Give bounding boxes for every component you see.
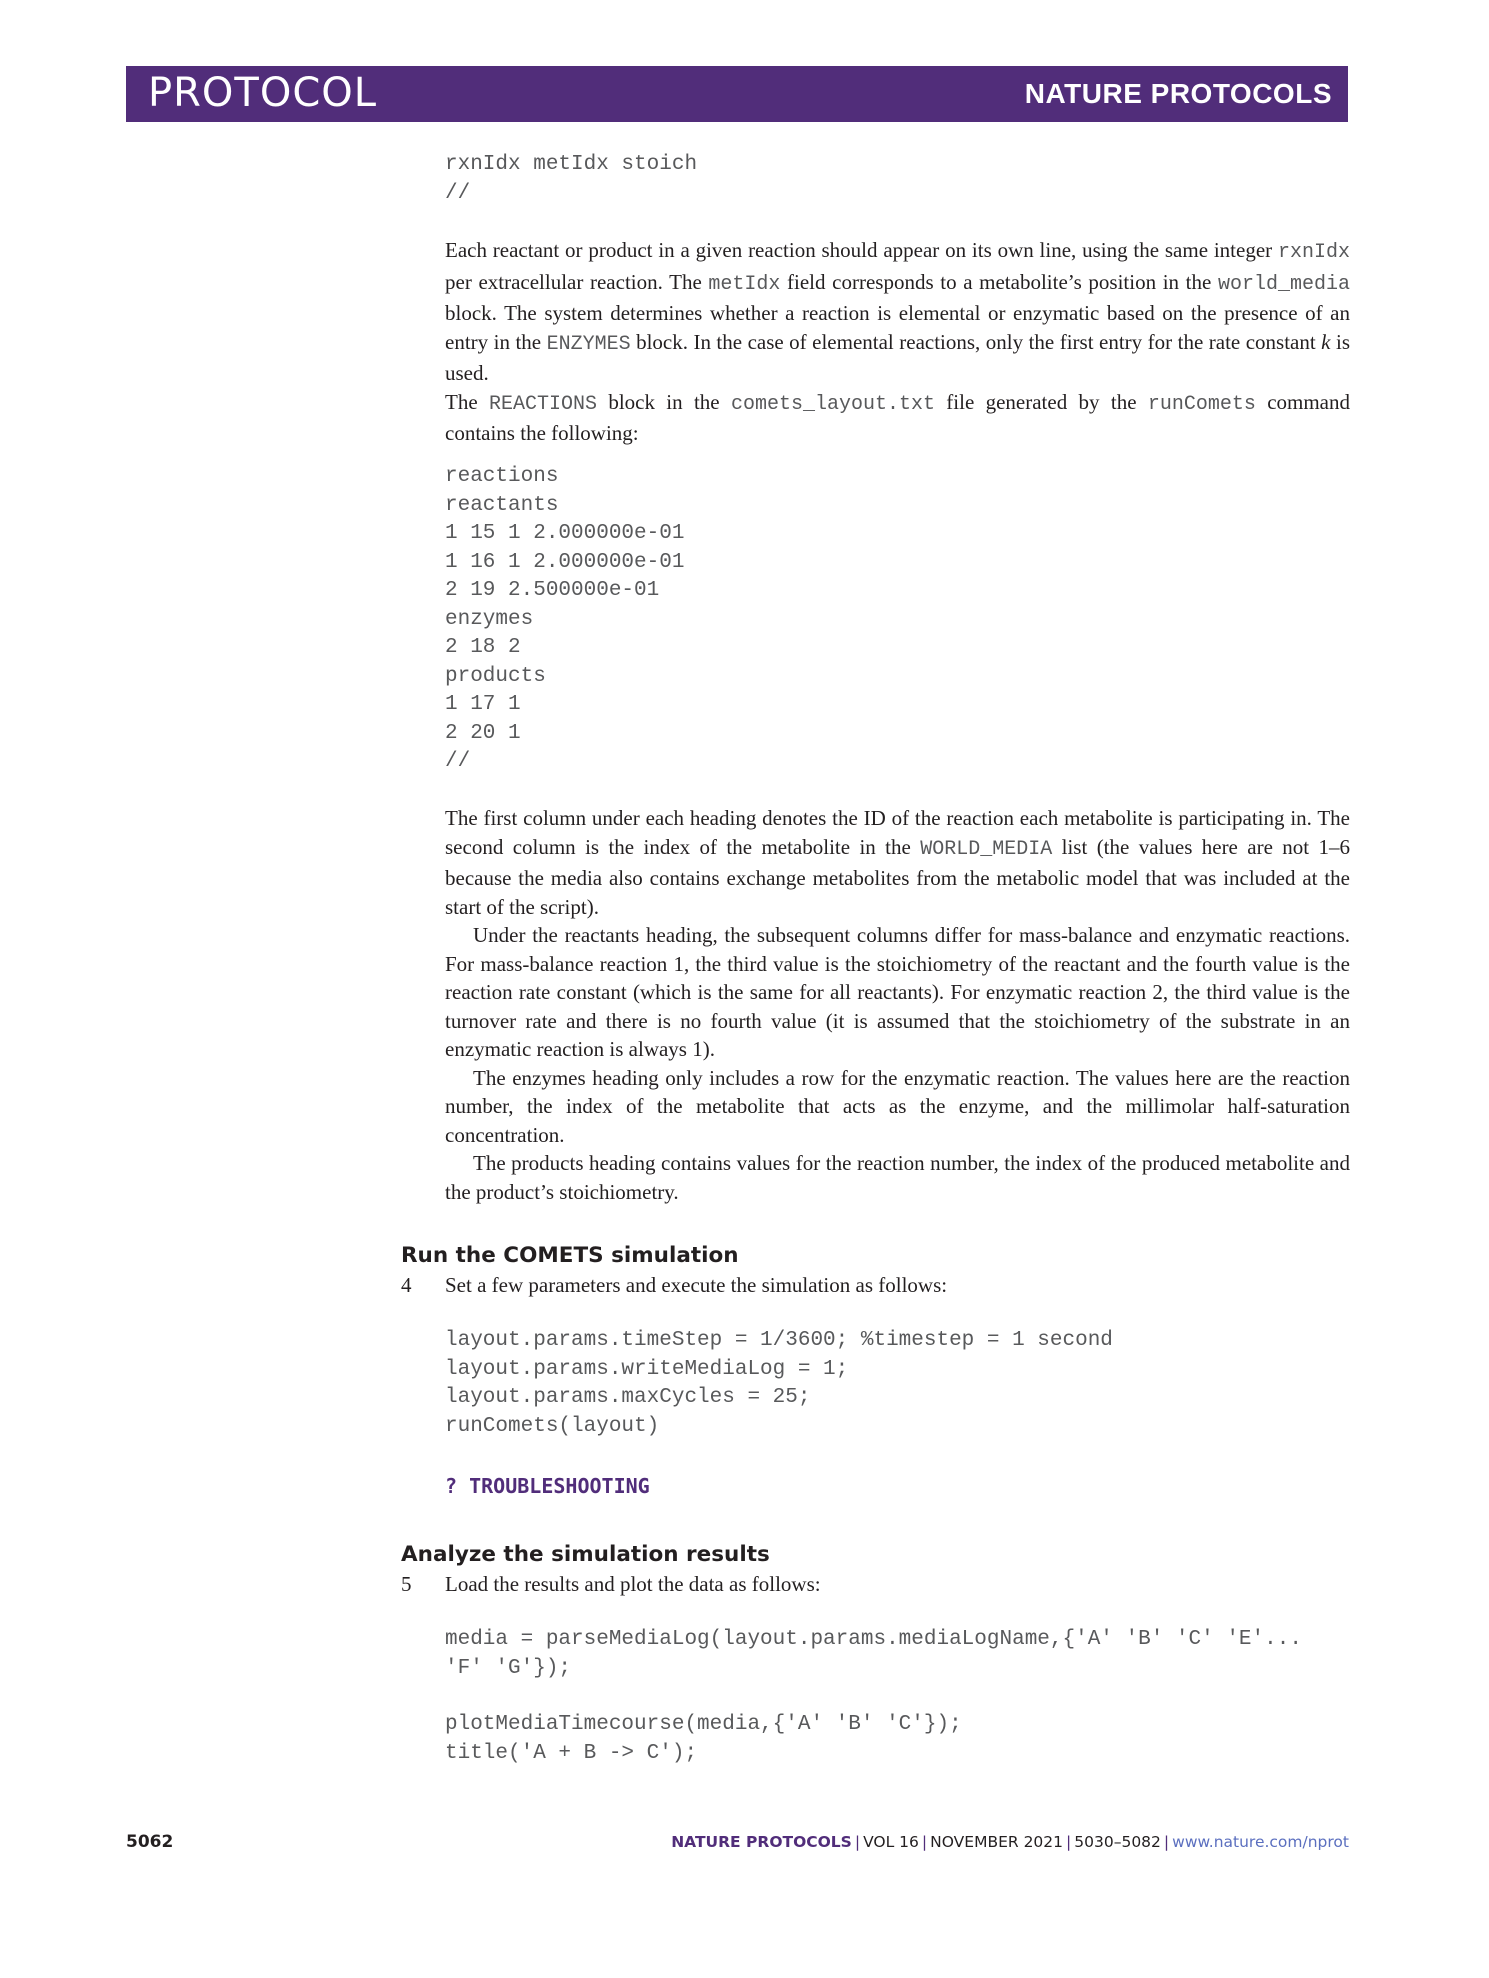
paragraph-explanation — [445, 804, 1350, 1206]
footer-pages: 5030–5082 — [1074, 1833, 1161, 1851]
paragraph-reaction-format — [445, 236, 1350, 448]
code-block-reactions: reactions reactants 1 15 1 2.000000e-01 1 16 1 2.000000e-01 2 19 2.500000e-01 enzymes 2 18 2 products 1 17 1 2 20 1 // — [445, 465, 685, 773]
paragraph-6: The products heading contains values for the reaction number, the index of the produced metabolite and the product’s stoichiometry. — [445, 1151, 1350, 1204]
page-number: 5062 — [126, 1832, 174, 1852]
footer-citation: NATURE PROTOCOLS | VOL 16 | NOVEMBER 2021 | 5030–5082 | www.nature.com/nprot — [671, 1833, 1349, 1851]
heading-run-simulation: Run the COMETS simulation — [401, 1243, 739, 1268]
footer-date: NOVEMBER 2021 — [930, 1833, 1064, 1851]
footer-url[interactable]: www.nature.com/nprot — [1172, 1833, 1349, 1851]
step-number: 5 — [401, 1572, 412, 1596]
troubleshooting-link[interactable]: ? TROUBLESHOOTING — [445, 1474, 650, 1498]
paragraph-5: The enzymes heading only includes a row for the enzymatic reaction. The values here are the reaction number, the index of the metabolite that acts as the enzyme, and the millimolar half-saturation concentration. — [445, 1065, 1350, 1147]
step-number: 4 — [401, 1273, 412, 1297]
header-banner — [126, 66, 1348, 122]
footer-journal: NATURE PROTOCOLS — [671, 1833, 852, 1851]
code-block-run: layout.params.timeStep = 1/3600; %timestep = 1 second layout.params.writeMediaLog = 1; layout.params.maxCycles = 25; runComets(layout) — [445, 1329, 1113, 1438]
heading-analyze-results: Analyze the simulation results — [401, 1542, 770, 1567]
code-block-parse: media = parseMediaLog(layout.params.mediaLogName,{'A' 'B' 'C' 'E'... 'F' 'G'}); — [445, 1628, 1302, 1680]
journal-label: NATURE PROTOCOLS — [1024, 78, 1332, 109]
paragraph-4: Under the reactants heading, the subsequent columns differ for mass-balance and enzymatic reactions. For mass-balance reaction 1, the third value is the stoichiometry of the reactant and the fourth value is the reaction rate constant (which is the same for all reactants). For enzymatic reaction 2, the third value is the turnover rate and there is no fourth value (it is assumed that the stoichiometry of the substrate in an enzymatic reaction is always 1). — [445, 923, 1350, 1061]
footer-volume: VOL 16 — [863, 1833, 919, 1851]
paragraph-3: The first column under each heading denotes the ID of the reaction each metabolite is participating in. The second column is the index of the metabolite in the WORLD_MEDIA list (the values here are not 1–6 because the media also contains exchange metabolites from the metabolic model that was included at the start of the script). — [445, 806, 1350, 919]
paragraph-2: The REACTIONS block in the comets_layout.txt file generated by the runComets command contains the following: — [445, 389, 1351, 445]
step-text: Set a few parameters and execute the simulation as follows: — [445, 1273, 948, 1297]
paragraph-1: Each reactant or product in a given reaction should appear on its own line, using the same integer rxnIdx per extracellular reaction. The metIdx field corresponds to a metabolite’s position in the world_media block. The system determines whether a reaction is elemental or enzymatic based on the presence of an entry in the ENZYMES block. In the case of elemental reactions, only the first entry for the rate constant k is used. — [445, 238, 1350, 385]
step-text: Load the results and plot the data as follows: — [445, 1572, 821, 1596]
section-label: PROTOCOL — [148, 70, 378, 116]
code-block-plot: plotMediaTimecourse(media,{'A' 'B' 'C'}); title('A + B -> C'); — [445, 1713, 962, 1765]
code-block-format: rxnIdx metIdx stoich // — [445, 153, 698, 205]
